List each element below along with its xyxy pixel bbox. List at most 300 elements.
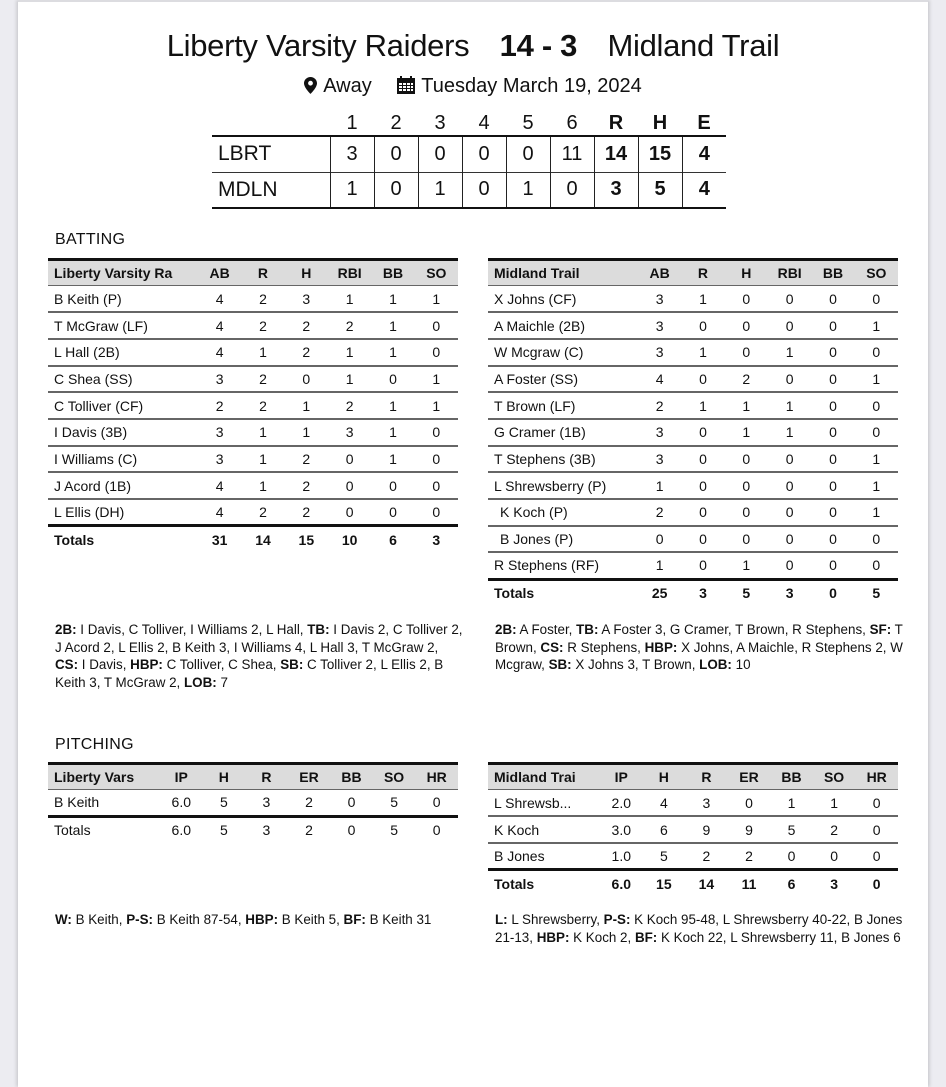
- note-text: 10: [731, 657, 751, 672]
- final-score: 14 - 3: [499, 28, 578, 63]
- total-cell: 3: [415, 526, 458, 553]
- batting-section-label: BATTING: [55, 231, 126, 248]
- away-team-name: Midland Trail: [607, 28, 780, 63]
- stat-cell: 0: [785, 557, 794, 574]
- note-label: TB:: [307, 622, 330, 637]
- player-name: L Shrewsberry (P): [488, 472, 638, 499]
- note-label: HBP:: [245, 912, 279, 927]
- stat-cell: 1: [241, 472, 284, 499]
- stat-cell: 1: [285, 419, 328, 446]
- total-cell: 0: [855, 870, 898, 897]
- stat-cell: 3: [638, 312, 681, 339]
- stat-cell: 1: [371, 312, 414, 339]
- total-cell: 14: [685, 870, 728, 897]
- stat-cell: 0: [768, 366, 811, 393]
- stat-cell: 1: [768, 392, 811, 419]
- stat-cell: 0: [432, 794, 441, 811]
- pitching-notes-home: [55, 911, 465, 929]
- stat-column-header: BB: [770, 764, 813, 790]
- stat-column-header: R: [241, 260, 284, 286]
- stat-cell: 0: [855, 286, 898, 313]
- inning-score: 3: [330, 136, 374, 172]
- stat-column-header: BB: [330, 764, 373, 790]
- total-cell: 3: [768, 579, 811, 606]
- inning-score: 0: [506, 136, 550, 172]
- player-row: [48, 366, 458, 393]
- stat-cell: 0: [768, 286, 811, 313]
- stat-cell: 0: [855, 339, 898, 366]
- stat-cell: 0: [811, 366, 854, 393]
- stat-cell: 1: [371, 392, 414, 419]
- pitching-section-label: PITCHING: [55, 736, 134, 753]
- inning-score: 0: [462, 136, 506, 172]
- totals-row: [488, 870, 898, 897]
- player-name: A Maichle (2B): [488, 312, 638, 339]
- stat-cell: 1: [285, 392, 328, 419]
- batting-notes-home: [55, 621, 465, 691]
- note-label: 2B:: [495, 622, 517, 637]
- stat-cell: 0: [830, 847, 838, 864]
- stat-column-header: ER: [288, 764, 331, 790]
- player-name: K Koch (P): [488, 499, 638, 526]
- player-name: W Mcgraw (C): [488, 339, 638, 366]
- total-cell: 2: [288, 816, 331, 843]
- total-cell: 31: [198, 526, 241, 553]
- stat-cell: 0: [787, 847, 796, 864]
- stat-cell: 1: [328, 339, 371, 366]
- stat-cell: 2: [241, 286, 284, 313]
- stat-cell: 0: [699, 557, 707, 574]
- note-text: 7: [216, 674, 228, 690]
- stat-cell: 0: [811, 286, 854, 313]
- stat-cell: 3.0: [600, 816, 643, 843]
- map-pin-icon: [304, 77, 317, 100]
- total-cell: 5: [855, 579, 898, 606]
- stat-cell: 1: [328, 366, 371, 393]
- stat-column-header: H: [725, 260, 768, 286]
- stat-cell: 0: [681, 419, 724, 446]
- note-label: HBP:: [130, 657, 163, 672]
- stat-cell: 0: [811, 472, 854, 499]
- player-name: X Johns (CF): [488, 286, 638, 313]
- stat-cell: 0: [768, 472, 811, 499]
- inning-score: 0: [374, 172, 418, 208]
- stat-cell: 0: [855, 790, 898, 817]
- total-cell: 3: [245, 816, 288, 843]
- total-cell: 15: [285, 526, 328, 553]
- hits-total: 15: [638, 136, 682, 172]
- note-label: P-S:: [126, 912, 153, 927]
- stat-cell: 0: [728, 790, 771, 817]
- team-column-header: Liberty Vars: [48, 764, 160, 790]
- note-label: BF:: [343, 912, 366, 927]
- stat-cell: 1: [638, 472, 681, 499]
- stat-cell: 1: [770, 790, 813, 817]
- stat-cell: 3: [638, 286, 681, 313]
- player-row: [488, 286, 898, 313]
- note-text: I Davis 2, C Tolliver 2, J Acord 2, L Ellis 2, B Keith 3, I Williams 4, L Hall 3, T McGraw 2,: [55, 622, 463, 655]
- note-label: BF:: [634, 929, 658, 945]
- note-label: SB:: [280, 657, 304, 672]
- note-text: C Tolliver, C Shea,: [162, 657, 281, 672]
- stat-column-header: IP: [600, 764, 643, 790]
- note-text: I Davis,: [78, 657, 131, 672]
- stat-cell: 0: [811, 446, 854, 473]
- note-text: B Keith,: [71, 912, 127, 927]
- stat-cell: 1: [371, 419, 414, 446]
- stat-cell: 2: [725, 366, 768, 393]
- player-name: B Jones: [494, 847, 545, 864]
- player-name: K Koch: [488, 816, 600, 843]
- player-row: [48, 472, 458, 499]
- player-row: [48, 286, 458, 313]
- player-row: [488, 526, 898, 553]
- stat-column-header: H: [285, 260, 328, 286]
- note-label: TB:: [576, 622, 599, 637]
- stat-cell: 1: [415, 392, 458, 419]
- stat-cell: 4: [198, 312, 241, 339]
- stat-cell: 3: [638, 419, 681, 446]
- runs-total: 14: [594, 136, 638, 172]
- inning-score: 1: [418, 172, 462, 208]
- linescore-row-away: [212, 172, 726, 208]
- stat-cell: 0: [681, 526, 724, 553]
- stat-cell: 0: [285, 366, 328, 393]
- stat-cell: 0: [811, 419, 854, 446]
- stat-cell: 1: [855, 312, 898, 339]
- total-cell: 10: [328, 526, 371, 553]
- stat-column-header: BB: [371, 260, 414, 286]
- stat-cell: 3: [198, 419, 241, 446]
- stat-column-header: BB: [811, 260, 854, 286]
- runs-total: 3: [594, 172, 638, 208]
- stat-cell: 2: [745, 847, 753, 864]
- totals-row: [488, 579, 898, 606]
- stat-cell: 2: [302, 504, 311, 521]
- inning-header: 1: [346, 112, 358, 134]
- stat-cell: 0: [415, 339, 458, 366]
- stat-cell: 1.0: [611, 847, 632, 864]
- stat-cell: 0: [829, 557, 837, 574]
- note-label: LOB:: [184, 674, 217, 690]
- stat-cell: 2: [259, 504, 267, 521]
- stat-cell: 1: [371, 286, 414, 313]
- team-column-header: Liberty Varsity Ra: [48, 260, 198, 286]
- linescore-team: LBRT: [212, 136, 330, 172]
- stat-cell: 2.0: [600, 790, 643, 817]
- linescore-table: [212, 112, 726, 209]
- note-text: I Davis, C Tolliver, I Williams 2, L Hall,: [76, 622, 308, 637]
- player-row: [488, 552, 898, 579]
- linescore-team: MDLN: [212, 172, 330, 208]
- stat-cell: 3: [198, 366, 241, 393]
- pitching-table-away: [488, 762, 898, 896]
- total-cell: 11: [728, 870, 771, 897]
- stat-cell: 6: [643, 816, 686, 843]
- stat-cell: 0: [415, 472, 458, 499]
- linescore-row-home: [212, 136, 726, 172]
- totals-label: Totals: [48, 526, 198, 553]
- stat-cell: 0: [389, 504, 397, 521]
- stat-cell: 4: [198, 472, 241, 499]
- runs-header: R: [608, 112, 624, 134]
- hits-total: 5: [638, 172, 682, 208]
- stat-cell: 2: [241, 392, 284, 419]
- stat-cell: 1: [371, 446, 414, 473]
- total-cell: 14: [241, 526, 284, 553]
- batting-notes-away: [495, 621, 905, 674]
- stat-cell: 0: [725, 312, 768, 339]
- player-name: T Stephens (3B): [488, 446, 638, 473]
- stat-cell: 0: [725, 499, 768, 526]
- note-label: HBP:: [644, 639, 678, 655]
- stat-cell: 0: [725, 339, 768, 366]
- stat-column-header: R: [685, 764, 728, 790]
- stat-cell: 0: [811, 526, 854, 553]
- stat-column-header: HR: [415, 764, 458, 790]
- note-label: LOB:: [699, 657, 732, 672]
- stat-cell: 3: [638, 339, 681, 366]
- player-row: [48, 499, 458, 526]
- stat-cell: 3: [328, 419, 371, 446]
- note-text: K Koch 2,: [569, 929, 635, 945]
- totals-row: [48, 526, 458, 553]
- player-name: R Stephens (RF): [494, 557, 600, 574]
- player-row: [48, 312, 458, 339]
- totals-row: [48, 816, 458, 843]
- total-cell: 0: [811, 579, 854, 606]
- inning-score: 1: [330, 172, 374, 208]
- note-text: A Foster,: [516, 622, 577, 637]
- stat-cell: 0: [768, 526, 811, 553]
- stat-cell: 0: [432, 504, 441, 521]
- stat-cell: 3: [685, 790, 728, 817]
- stat-cell: 5: [390, 794, 398, 811]
- player-row: [488, 499, 898, 526]
- stat-column-header: AB: [638, 260, 681, 286]
- inning-header: 3: [434, 112, 446, 134]
- stat-cell: 0: [855, 526, 898, 553]
- stat-cell: 2: [198, 392, 241, 419]
- player-row: [488, 446, 898, 473]
- stat-cell: 9: [728, 816, 771, 843]
- stat-cell: 0: [725, 472, 768, 499]
- total-cell: 6.0: [600, 870, 643, 897]
- stat-cell: 2: [328, 392, 371, 419]
- player-row: [48, 419, 458, 446]
- stat-cell: 2: [285, 446, 328, 473]
- stat-cell: 4: [198, 339, 241, 366]
- stat-cell: 1: [681, 392, 724, 419]
- stat-column-header: RBI: [328, 260, 371, 286]
- stat-cell: 2: [813, 816, 856, 843]
- player-row: [48, 790, 458, 817]
- stat-cell: 1: [328, 286, 371, 313]
- stat-cell: 0: [811, 392, 854, 419]
- player-name: T McGraw (LF): [48, 312, 198, 339]
- stat-cell: 1: [415, 286, 458, 313]
- note-text: T Brown,: [495, 622, 903, 655]
- stat-column-header: SO: [855, 260, 898, 286]
- stat-cell: 5: [659, 847, 668, 864]
- errors-total: 4: [682, 136, 726, 172]
- stat-cell: 0: [638, 526, 681, 553]
- player-name: L Hall (2B): [48, 339, 198, 366]
- stat-cell: 0: [855, 392, 898, 419]
- player-row: [488, 472, 898, 499]
- stat-column-header: AB: [198, 260, 241, 286]
- stat-cell: 5: [219, 794, 228, 811]
- total-cell: 25: [638, 579, 681, 606]
- game-title: [0, 28, 946, 64]
- stat-cell: 0: [811, 312, 854, 339]
- note-label: SF:: [869, 622, 892, 637]
- stat-cell: 4: [198, 286, 241, 313]
- stat-cell: 2: [305, 794, 313, 811]
- inning-score: 0: [550, 172, 594, 208]
- player-row: [488, 843, 898, 870]
- stat-cell: 1: [855, 366, 898, 393]
- stat-cell: 0: [328, 472, 371, 499]
- stat-cell: 0: [328, 446, 371, 473]
- inning-header: 2: [390, 112, 402, 134]
- stat-column-header: R: [245, 764, 288, 790]
- pitching-notes-away: [495, 911, 905, 946]
- linescore-team-header: [212, 112, 330, 136]
- player-name: G Cramer (1B): [488, 419, 638, 446]
- note-label: L:: [495, 912, 508, 927]
- stat-cell: 3: [262, 794, 271, 811]
- errors-total: 4: [682, 172, 726, 208]
- stat-cell: 1: [415, 366, 458, 393]
- batting-table-home: [48, 258, 458, 552]
- team-column-header: Midland Trai: [488, 764, 600, 790]
- stat-cell: 0: [855, 816, 898, 843]
- total-cell: 3: [813, 870, 856, 897]
- stat-cell: 1: [655, 557, 664, 574]
- team-column-header: Midland Trail: [488, 260, 638, 286]
- inning-score: 0: [374, 136, 418, 172]
- note-label: SB:: [548, 657, 572, 672]
- stat-cell: 0: [768, 499, 811, 526]
- stat-cell: 1: [371, 339, 414, 366]
- stat-cell: 0: [415, 312, 458, 339]
- player-name: C Tolliver (CF): [48, 392, 198, 419]
- stat-cell: 1: [681, 286, 724, 313]
- pitching-table-home: [48, 762, 458, 843]
- stat-cell: 3: [285, 286, 328, 313]
- stat-column-header: IP: [160, 764, 203, 790]
- player-name: I Williams (C): [48, 446, 198, 473]
- stat-cell: 1: [241, 339, 284, 366]
- stat-cell: 0: [811, 499, 854, 526]
- inning-score: 1: [506, 172, 550, 208]
- stat-column-header: SO: [415, 260, 458, 286]
- player-name: C Shea (SS): [48, 366, 198, 393]
- stat-cell: 4: [638, 366, 681, 393]
- total-cell: 5: [725, 579, 768, 606]
- note-label: P-S:: [603, 912, 631, 927]
- stat-cell: 0: [768, 446, 811, 473]
- stat-cell: 0: [371, 472, 414, 499]
- stat-cell: 0: [681, 366, 724, 393]
- player-row: [488, 790, 898, 817]
- stat-column-header: SO: [373, 764, 416, 790]
- note-text: X Johns, A Maichle, R Stephens 2, W Mcgraw,: [495, 639, 903, 672]
- stat-cell: 4: [643, 790, 686, 817]
- stat-cell: 6.0: [171, 794, 192, 811]
- note-text: B Keith 87-54,: [152, 912, 246, 927]
- stat-column-header: H: [203, 764, 246, 790]
- player-name: B Keith: [54, 794, 100, 811]
- total-cell: 6: [371, 526, 414, 553]
- stat-cell: 2: [241, 312, 284, 339]
- note-label: HBP:: [536, 929, 570, 945]
- stat-cell: 0: [855, 419, 898, 446]
- stat-cell: 5: [770, 816, 813, 843]
- inning-header: 5: [522, 112, 534, 134]
- stat-cell: 2: [702, 847, 711, 864]
- header-row: [48, 260, 458, 286]
- stat-cell: 1: [241, 446, 284, 473]
- stat-column-header: SO: [813, 764, 856, 790]
- totals-label: Totals: [488, 579, 638, 606]
- note-text: L Shrewsberry,: [507, 912, 604, 927]
- stat-cell: 2: [638, 392, 681, 419]
- player-name: A Foster (SS): [488, 366, 638, 393]
- total-cell: 6.0: [160, 816, 203, 843]
- stat-cell: 4: [215, 504, 224, 521]
- stat-cell: 1: [768, 419, 811, 446]
- stat-cell: 2: [285, 339, 328, 366]
- note-text: B Keith 31: [365, 912, 432, 927]
- stat-cell: 1: [855, 446, 898, 473]
- stat-cell: 0: [768, 312, 811, 339]
- note-text: C Tolliver 2, L Ellis 2, B Keith 3, T McGraw 2,: [55, 657, 444, 690]
- total-cell: 15: [643, 870, 686, 897]
- stat-cell: 2: [638, 499, 681, 526]
- stat-cell: 0: [872, 557, 881, 574]
- total-cell: 5: [203, 816, 246, 843]
- stat-column-header: ER: [728, 764, 771, 790]
- game-meta: [0, 75, 946, 100]
- player-row: [488, 392, 898, 419]
- note-text: K Koch 95-48, L Shrewsberry 40-22, B Jones 21-13,: [495, 912, 903, 945]
- totals-label: Totals: [48, 816, 160, 843]
- player-name: L Shrewsb...: [488, 790, 600, 817]
- stat-cell: 1: [725, 392, 768, 419]
- stat-cell: 0: [725, 526, 768, 553]
- note-text: A Foster 3, G Cramer, T Brown, R Stephens,: [598, 622, 870, 637]
- stat-cell: 2: [285, 472, 328, 499]
- inning-score: 0: [418, 136, 462, 172]
- batting-table-away: [488, 258, 898, 606]
- player-row: [48, 339, 458, 366]
- header-row: [48, 764, 458, 790]
- stat-cell: 0: [725, 286, 768, 313]
- stat-column-header: H: [643, 764, 686, 790]
- total-cell: 0: [415, 816, 458, 843]
- stat-cell: 1: [855, 472, 898, 499]
- note-text: X Johns 3, T Brown,: [571, 657, 700, 672]
- stat-column-header: HR: [855, 764, 898, 790]
- hits-header: H: [652, 112, 668, 134]
- stat-cell: 1: [681, 339, 724, 366]
- inning-score: 0: [462, 172, 506, 208]
- note-text: K Koch 22, L Shrewsberry 11, B Jones 6: [657, 929, 901, 945]
- player-name: L Ellis (DH): [54, 504, 125, 521]
- stat-cell: 1: [241, 419, 284, 446]
